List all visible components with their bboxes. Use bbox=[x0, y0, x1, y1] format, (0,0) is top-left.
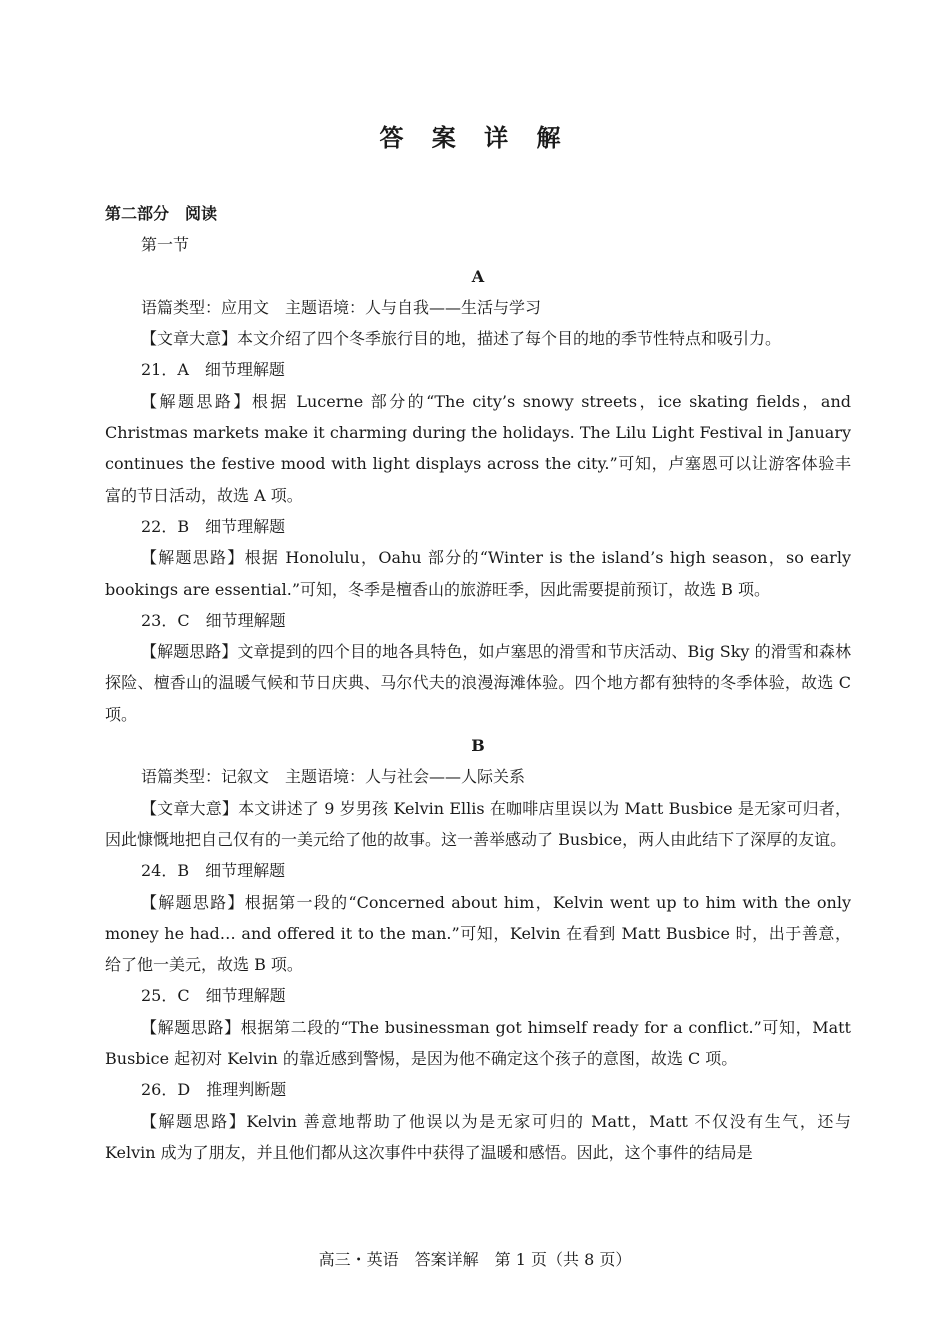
page-title: 答 案 详 解 bbox=[379, 124, 571, 152]
q21-body: 【解题思路】根据 Lucerne 部分的“The city’s snowy streets，ice skating fields，and Christmas markets make it charming during the holidays. The Lilu Light Festival in January continues the festive mood with light displays across the city.”可知，卢塞恩可以让游客体验丰富的节日活动，故选 A 项。 bbox=[105, 391, 851, 505]
q26-head: 26．D 推理判断题 bbox=[141, 1080, 287, 1100]
passage-a-genre: 语篇类型：应用文 主题语境：人与自我——生活与学习 bbox=[141, 297, 542, 317]
q21-head: 21．A 细节理解题 bbox=[141, 360, 285, 380]
q23-head: 23．C 细节理解题 bbox=[141, 610, 286, 630]
part-heading: 第二部分 阅读 bbox=[105, 204, 218, 223]
passage-a-summary: 【文章大意】本文介绍了四个冬季旅行目的地，描述了每个目的地的季节性特点和吸引力。 bbox=[141, 329, 782, 349]
q25-body: 【解题思路】根据第二段的“The businessman got himself ready for a conflict.”可知，Matt Busbice 起初对 Kelvin 的靠近感到警惕，是因为他不确定这个孩子的意图，故选 C 项。 bbox=[105, 1017, 851, 1069]
q22-head: 22．B 细节理解题 bbox=[141, 516, 286, 536]
q22-body: 【解题思路】根据 Honolulu，Oahu 部分的“Winter is the island’s high season，so early bookings are essential.”可知，冬季是檀香山的旅游旺季，因此需要提前预订，故选 B 项。 bbox=[105, 548, 851, 599]
q25-head: 25．C 细节理解题 bbox=[141, 986, 286, 1006]
page-footer: 高三・英语 答案详解 第 1 页（共 8 页） bbox=[318, 1250, 632, 1269]
passage-b-genre: 语篇类型：记叙文 主题语境：人与社会——人际关系 bbox=[141, 767, 526, 787]
answer-content bbox=[105, 198, 851, 1168]
passage-b-summary: 【文章大意】本文讲述了 9 岁男孩 Kelvin Ellis 在咖啡店里误以为 Matt Busbice 是无家可归者，因此慷慨地把自己仅有的一美元给了他的故事。这一善举感动了 Busbice，两人由此结下了深厚的友谊。 bbox=[105, 798, 851, 849]
q26-body: 【解题思路】Kelvin 善意地帮助了他误以为是无家可归的 Matt，Matt 不仅没有生气，还与 Kelvin 成为了朋友，并且他们都从这次事件中获得了温暖和感悟。因此，这个事件的结局是 bbox=[105, 1111, 851, 1162]
passage-b-label: B bbox=[471, 736, 485, 756]
section-heading: 第一节 bbox=[141, 235, 190, 255]
q23-body: 【解题思路】文章提到的四个目的地各具特色，如卢塞思的滑雪和节庆活动、Big Sky 的滑雪和森林探险、檀香山的温暖气候和节日庆典、马尔代夫的浪漫海滩体验。四个地方都有独特的冬季体验，故选 C 项。 bbox=[105, 642, 851, 724]
q24-head: 24．B 细节理解题 bbox=[141, 861, 286, 881]
q24-body: 【解题思路】根据第一段的“Concerned about him，Kelvin went up to him with the only money he had… and offered it to the man.”可知，Kelvin 在看到 Matt Busbice 时，出于善意，给了他一美元，故选 B 项。 bbox=[105, 892, 851, 975]
passage-a-label: A bbox=[471, 266, 485, 286]
